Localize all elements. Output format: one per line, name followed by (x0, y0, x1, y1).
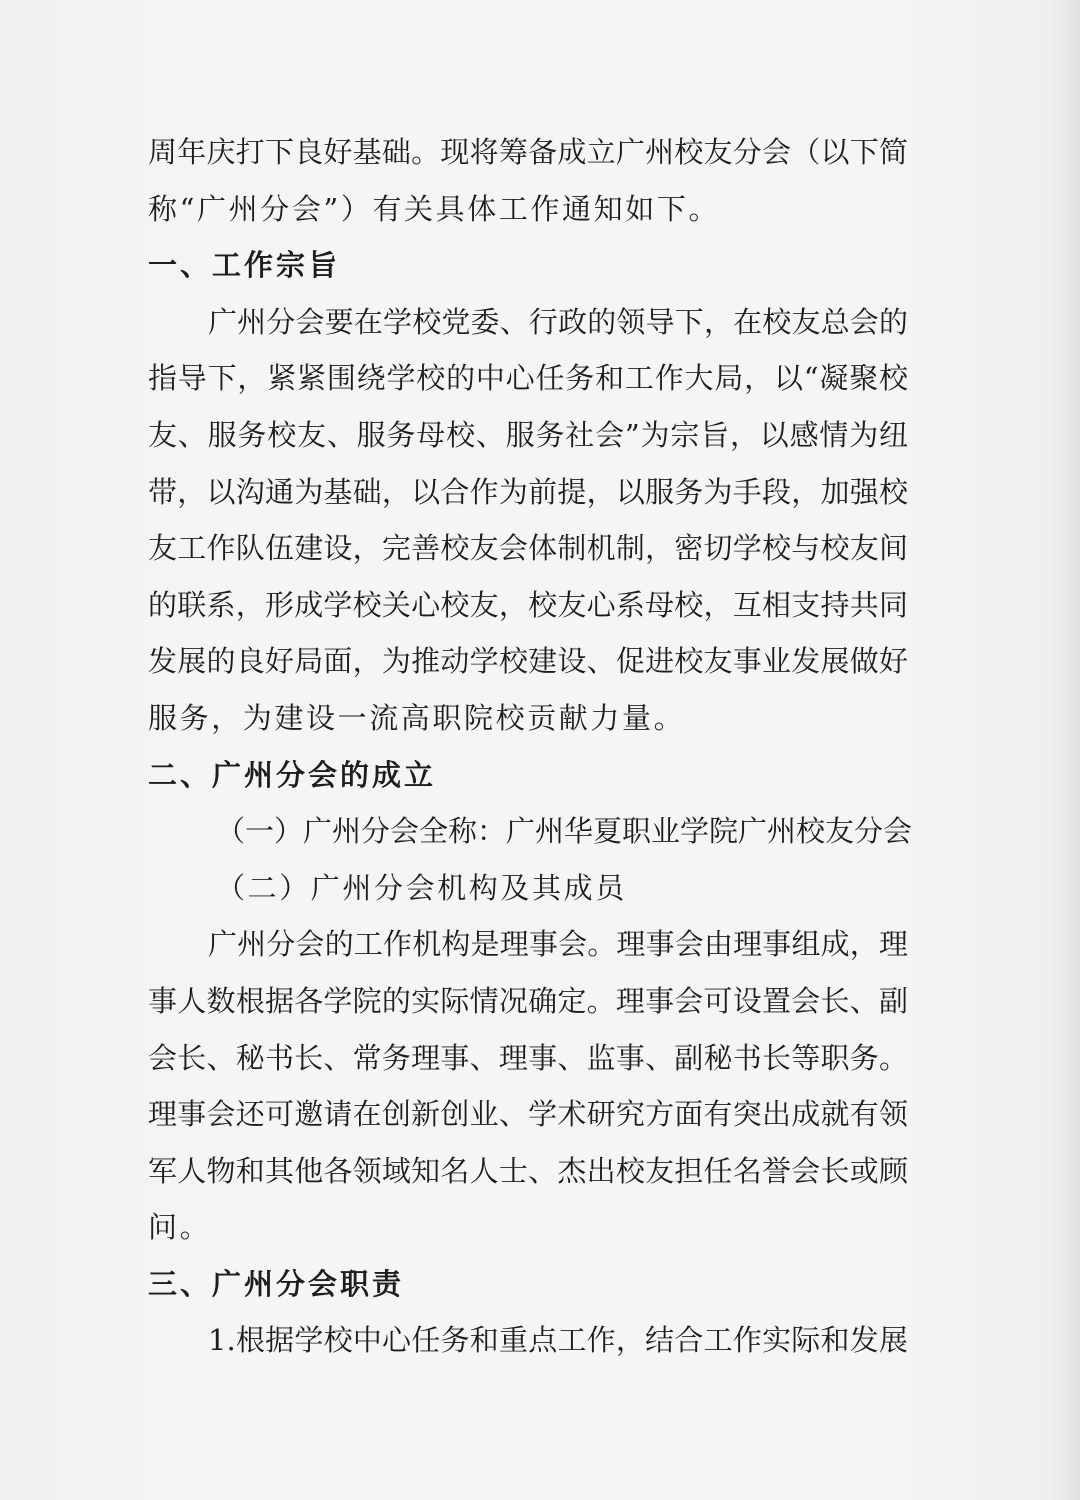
text-line: 广州分会的工作机构是理事会。理事会由理事组成，理 (208, 927, 908, 962)
text-line: 称“广州分会”）有关具体工作通知如下。 (148, 191, 721, 226)
text-line: 周年庆打下良好基础。现将筹备成立广州校友分会（以下简 (148, 135, 908, 169)
text-line: 带，以沟通为基础，以合作为前提，以服务为手段，加强校 (148, 474, 908, 509)
text-line: 指导下，紧紧围绕学校的中心任务和工作大局，以“凝聚校 (148, 361, 908, 396)
text-line: 事人数根据各学院的实际情况确定。理事会可设置会长、副 (148, 983, 908, 1018)
subsection-line: （二）广州分会机构及其成员 (216, 870, 627, 905)
page-edge-shadow (1050, 0, 1080, 1500)
text-line: 会长、秘书长、常务理事、理事、监事、副秘书长等职务。 (148, 1040, 908, 1075)
section-heading-duties: 三、广州分会职责 (148, 1266, 405, 1301)
document-body (148, 124, 913, 1369)
text-line: 友工作队伍建设，完善校友会体制机制，密切学校与校友间 (148, 531, 908, 566)
text-line: 问。 (148, 1210, 212, 1245)
text-line: 友、服务校友、服务母校、服务社会”为宗旨，以感情为纽 (148, 417, 908, 452)
text-line: 理事会还可邀请在创新创业、学术研究方面有突出成就有领 (148, 1097, 908, 1132)
section-heading-purpose: 一、工作宗旨 (148, 248, 341, 283)
text-line: 发展的良好局面，为推动学校建设、促进校友事业发展做好 (148, 644, 908, 679)
text-line: 广州分会要在学校党委、行政的领导下，在校友总会的 (208, 304, 908, 339)
section-heading-establishment: 二、广州分会的成立 (148, 757, 437, 792)
text-line: 军人物和其他各领域知名人士、杰出校友担任名誉会长或顾 (148, 1153, 908, 1188)
text-line: 服务，为建设一流高职院校贡献力量。 (148, 700, 686, 735)
text-line: 的联系，形成学校关心校友，校友心系母校，互相支持共同 (148, 587, 908, 622)
subsection-line: （一）广州分会全称：广州华夏职业学院广州校友分会 (216, 814, 913, 849)
text-line: 1.根据学校中心任务和重点工作，结合工作实际和发展 (208, 1323, 908, 1358)
